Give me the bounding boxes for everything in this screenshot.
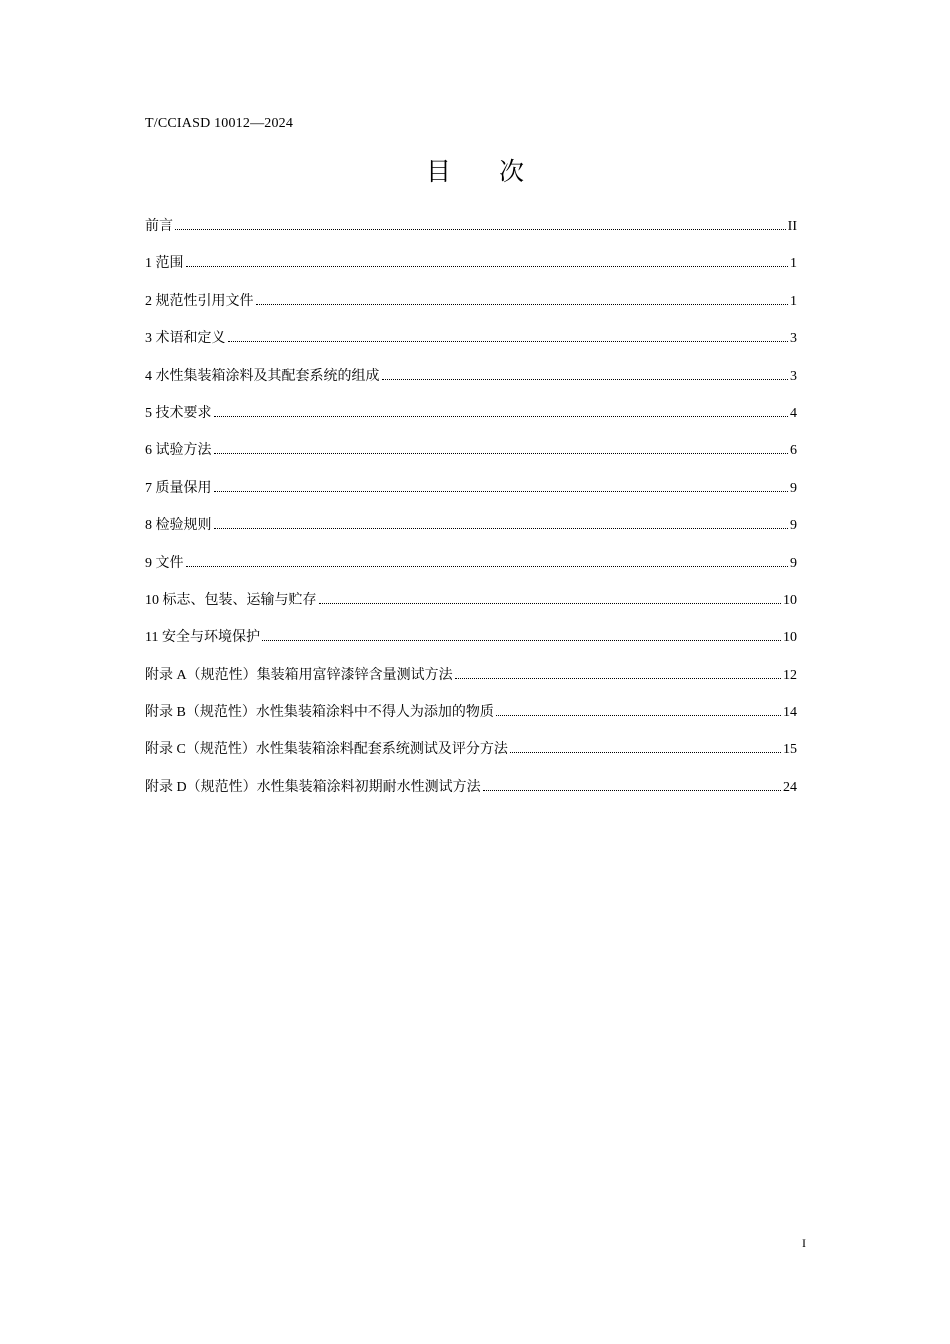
toc-entry-label: 附录 D（规范性）水性集装箱涂料初期耐水性测试方法 xyxy=(145,779,481,795)
toc-entry-label: 2 规范性引用文件 xyxy=(145,293,254,309)
document-id: T/CCIASD 10012—2024 xyxy=(145,116,294,131)
toc-entry-label: 3 术语和定义 xyxy=(145,331,226,347)
toc-entry-page: 6 xyxy=(790,443,797,459)
toc-entry[interactable] xyxy=(145,255,797,292)
toc-entry-label: 8 检验规则 xyxy=(145,518,212,534)
dot-leader xyxy=(175,229,786,230)
toc-entry-page: 10 xyxy=(783,592,797,608)
dot-leader xyxy=(186,566,789,567)
toc-entry[interactable] xyxy=(145,667,797,704)
toc-entry-label: 5 技术要求 xyxy=(145,405,212,421)
toc-entry-page: 1 xyxy=(790,256,797,272)
dot-leader xyxy=(186,266,789,267)
toc-entry-label: 9 文件 xyxy=(145,555,184,571)
toc-entry-page: 3 xyxy=(790,368,797,384)
toc-entry[interactable] xyxy=(145,480,797,517)
toc-entry-page: 9 xyxy=(790,518,797,534)
toc-entry[interactable] xyxy=(145,218,797,255)
dot-leader xyxy=(496,715,781,716)
toc-entry-page: 1 xyxy=(790,293,797,309)
toc-entry[interactable] xyxy=(145,555,797,592)
dot-leader xyxy=(214,528,789,529)
toc-entry-page: 15 xyxy=(783,742,797,758)
toc-entry-label: 附录 A（规范性）集装箱用富锌漆锌含量测试方法 xyxy=(145,667,453,683)
toc-entry-page: 12 xyxy=(783,667,797,683)
dot-leader xyxy=(483,790,781,791)
toc-entry-label: 10 标志、包装、运输与贮存 xyxy=(145,592,317,608)
toc-entry-page: 9 xyxy=(790,555,797,571)
toc-entry[interactable] xyxy=(145,704,797,741)
toc-entry-label: 6 试验方法 xyxy=(145,443,212,459)
toc-entry-label: 11 安全与环境保护 xyxy=(145,630,260,646)
dot-leader xyxy=(256,304,789,305)
toc-entry[interactable] xyxy=(145,368,797,405)
dot-leader xyxy=(382,379,789,380)
toc-entry[interactable] xyxy=(145,442,797,479)
toc-entry-page: 24 xyxy=(783,779,797,795)
table-of-contents xyxy=(145,218,797,816)
dot-leader xyxy=(319,603,782,604)
toc-entry-label: 前言 xyxy=(145,219,173,234)
toc-entry[interactable] xyxy=(145,779,797,816)
toc-entry-label: 附录 B（规范性）水性集装箱涂料中不得人为添加的物质 xyxy=(145,705,494,721)
dot-leader xyxy=(214,491,789,492)
toc-entry[interactable] xyxy=(145,592,797,629)
toc-entry[interactable] xyxy=(145,293,797,330)
toc-entry-page: 10 xyxy=(783,630,797,646)
page-title: 目 次 xyxy=(426,157,524,186)
toc-entry[interactable] xyxy=(145,330,797,367)
toc-entry[interactable] xyxy=(145,741,797,778)
page-number: I xyxy=(802,1236,806,1250)
toc-entry-page: II xyxy=(787,219,797,234)
toc-entry-label: 附录 C（规范性）水性集装箱涂料配套系统测试及评分方法 xyxy=(145,742,508,758)
toc-entry-page: 14 xyxy=(783,705,797,721)
toc-entry[interactable] xyxy=(145,405,797,442)
dot-leader xyxy=(214,416,789,417)
toc-entry[interactable] xyxy=(145,629,797,666)
toc-entry-label: 7 质量保用 xyxy=(145,480,212,496)
toc-entry-page: 9 xyxy=(790,480,797,496)
dot-leader xyxy=(214,453,789,454)
dot-leader xyxy=(510,752,781,753)
toc-entry-page: 4 xyxy=(790,405,797,421)
toc-entry[interactable] xyxy=(145,517,797,554)
toc-entry-label: 4 水性集装箱涂料及其配套系统的组成 xyxy=(145,368,380,384)
dot-leader xyxy=(262,640,781,641)
toc-entry-label: 1 范围 xyxy=(145,256,184,272)
dot-leader xyxy=(455,678,781,679)
toc-entry-page: 3 xyxy=(790,331,797,347)
dot-leader xyxy=(228,341,789,342)
